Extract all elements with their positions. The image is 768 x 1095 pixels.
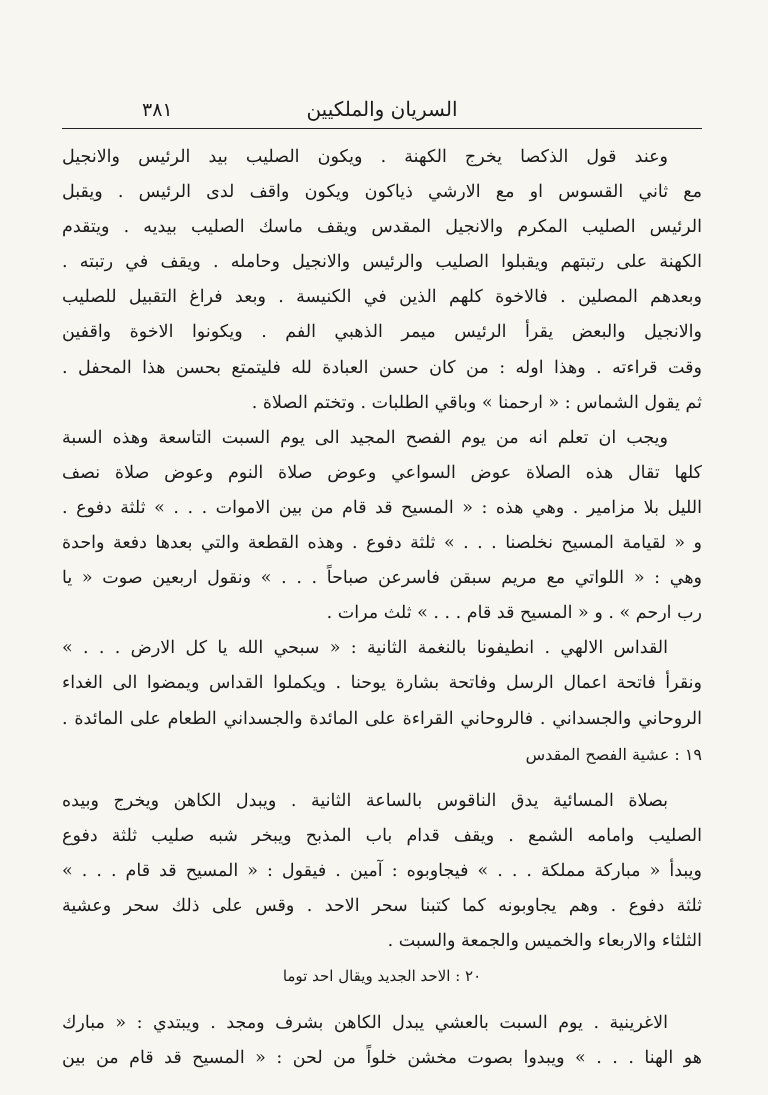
text-line: و « لقيامة المسيح نخلصنا . . . » ثلثة دفوع . وهذه القطعة والتي بعدها دفعة واحدة bbox=[62, 533, 702, 554]
text-line: ويبدأ « مباركة مملكة . . . » فيجاوبوه : آمين . فيقول : « المسيح قد قام . . . » bbox=[62, 860, 702, 881]
text-line: وعند قول الذكصا يخرج الكهنة . ويكون الصليب بيد الرئيس والانجيل bbox=[62, 147, 668, 167]
text-line: الليل بلا مزامير . وهي هذه : « المسيح قد قام من بين الاموات . . . » ثلثة دفوع . bbox=[62, 497, 702, 518]
text-line: وبعدهم المصلين . فالاخوة كلهم الذين في الكنيسة . وبعد فراغ التقبيل للصليب bbox=[62, 287, 702, 308]
text-line: ويجب ان تعلم انه من يوم الفصح المجيد الى يوم السبت التاسعة وهذه السبة bbox=[62, 427, 668, 448]
text-line: كلها تقال هذه الصلاة عوض السواعي وعوض صلاة النوم وعوض صلاة نصف bbox=[62, 462, 702, 483]
text-line: الرئيس الصليب المكرم والانجيل المقدس ويقف ماسك الصليب بيديه . ويتقدم bbox=[62, 217, 702, 238]
section-heading: ٢٠ : الاحد الجديد ويقال احد توما bbox=[282, 967, 482, 986]
running-title: السريان والملكيين bbox=[306, 97, 458, 121]
header-rule bbox=[62, 128, 702, 129]
text-line: ونقرأ فاتحة اعمال الرسل وفاتحة بشارة يوحنا . ويكملوا القداس ويمضوا الى الغداء bbox=[62, 673, 702, 694]
text-line: ثلثة دفوع . وهم يجاوبونه كما كتبنا سحر الاحد . وقس على ذلك سحر وعشية bbox=[62, 895, 702, 916]
section-gap bbox=[62, 994, 702, 1006]
text-line: وقت قراءته . وهذا اوله : من كان حسن العبادة لله فليتمتع بحسن هذا المحفل . bbox=[62, 357, 702, 378]
page-header bbox=[62, 95, 702, 129]
text-line: الكهنة على رتبتهم ويقبلوا الصليب والرئيس والانجيل وحامله . ويقف في رتبته . bbox=[62, 252, 702, 273]
section-gap bbox=[62, 772, 702, 784]
text-line: وهي : « اللواتي مع مريم سبقن فاسرعن صباحاً . . . » ونقول اربعين صوت « يا bbox=[62, 568, 702, 589]
text-line: مع ثاني القسوس او مع الارشي ذياكون ويكون واقف لدى الرئيس . ويقبل bbox=[62, 182, 702, 203]
page-number: ٣٨١ bbox=[142, 99, 173, 121]
text-line: ثم يقول الشماس : « ارحمنا » وباقي الطلبات . وتختم الصلاة . bbox=[251, 392, 702, 413]
text-line: رب ارحم » . و « المسيح قد قام . . . » ثلث مرات . bbox=[326, 603, 702, 624]
text-line: الروحاني والجسداني . فالروحاني القراءة على المائدة والجسداني الطعام على المائدة . bbox=[62, 708, 702, 729]
text-line: الثلثاء والاربعاء والخميس والجمعة والسبت . bbox=[387, 931, 702, 952]
body-text bbox=[62, 140, 702, 1076]
text-line: هو الهنا . . . » ويبدوا بصوت مخشن خلواً من لحن : « المسيح قد قام من بين bbox=[62, 1048, 702, 1069]
section-heading: ١٩ : عشية الفصح المقدس bbox=[525, 744, 702, 764]
text-line: والانجيل والبعض يقرأ الرئيس ميمر الذهبي الفم . ويكونوا الاخوة واقفين bbox=[62, 322, 702, 343]
text-line: الاغرينية . يوم السبت بالعشي يبدل الكاهن بشرف ومجد . ويبتدي : « مبارك bbox=[62, 1013, 668, 1034]
text-line: بصلاة المسائية يدق الناقوس بالساعة الثانية . ويبدل الكاهن ويخرج وبيده bbox=[62, 790, 668, 811]
text-line: الصليب وامامه الشمع . ويقف قدام باب المذبح ويبخر شبه صليب ثلثة دفوع bbox=[62, 825, 702, 846]
text-line: القداس الالهي . انطيفونا بالنغمة الثانية : « سبحي الله يا كل الارض . . . » bbox=[62, 638, 668, 659]
